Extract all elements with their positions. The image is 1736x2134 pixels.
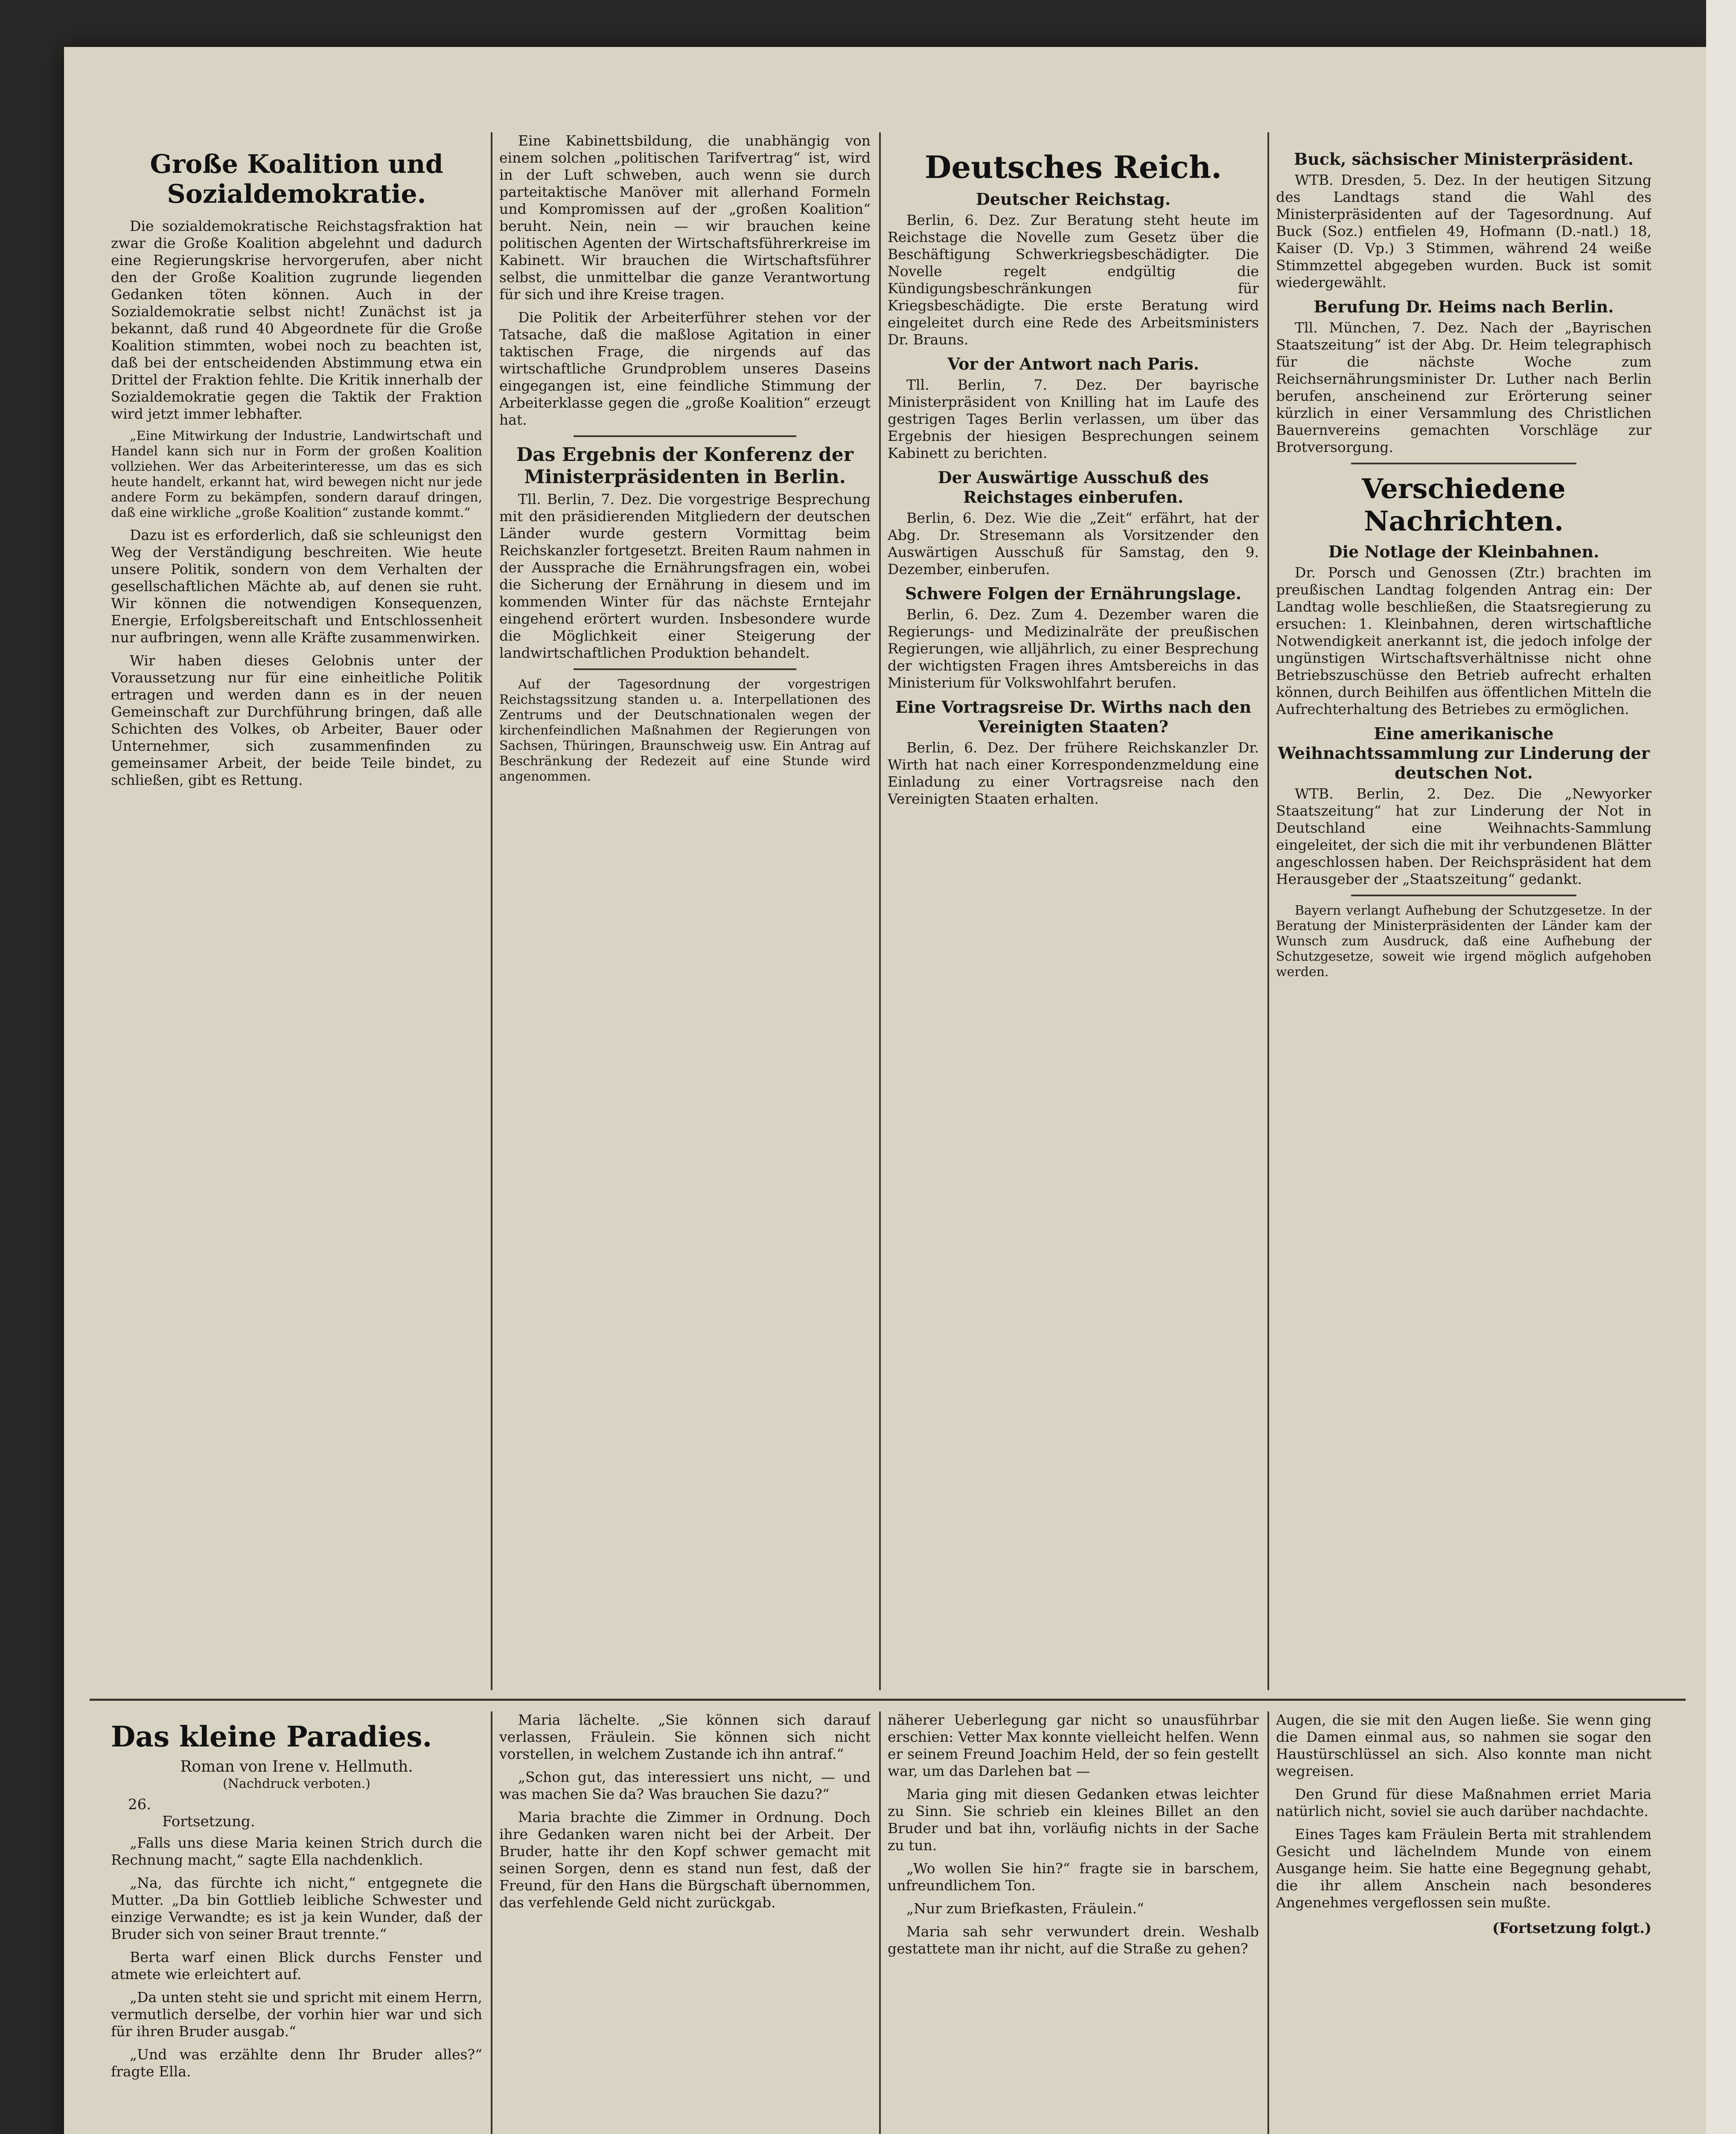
scan-edge — [1706, 0, 1736, 2134]
column-rule — [1267, 132, 1269, 1690]
article-paragraph: Berlin, 6. Dez. Wie die „Zeit“ erfährt, hat der Abg. Dr. Stresemann als Vorsitzender den Auswärtigen Ausschuß für Samstag, den 9. Dezember, einberufen. — [888, 510, 1259, 577]
article-heading: Vor der Antwort nach Paris. — [947, 354, 1199, 373]
novel-note: (Nachdruck verboten.) — [222, 1776, 371, 1791]
column-rule — [491, 1711, 492, 2134]
novel-paragraph: „Schon gut, das interessiert uns nicht, — und was machen Sie da? Was brauchen Sie dazu?“ — [499, 1769, 871, 1802]
novel-paragraph: „Na, das fürchte ich nicht,“ entgegnete die Mutter. „Da bin Gottlieb leibliche Schwester und einzige Verwandte; es ist ja kein Wunder, daß der Bruder sich von seiner Braut trennte.“ — [111, 1875, 482, 1942]
to-be-continued: (Fortsetzung folgt.) — [1492, 1920, 1652, 1937]
novel-paragraph: Augen, die sie mit den Augen ließe. Sie wenn ging die Damen einmal aus, so nahmen sie sogar den Haustürschlüssel an sich. Also konnte man nicht wegreisen. — [1276, 1711, 1652, 1779]
novel-paragraph: „Wo wollen Sie hin?“ fragte sie in barschem, unfreundlichem Ton. — [888, 1860, 1259, 1894]
article-paragraph: WTB. Dresden, 5. Dez. In der heutigen Sitzung des Landtags stand die Wahl des Ministerpräsidenten auf der Tagesordnung. Auf Buck (Soz.) entfielen 49, Hofmann (D.-natl.) 18, Kaiser (D. Vp.) 3 Stimmen, während 24 weiße Stimmzettel abgegeben wurden. Buck ist somit wiedergewählt. — [1276, 172, 1652, 291]
novel-paragraph: „Nur zum Briefkasten, Fräulein.“ — [906, 1900, 1144, 1917]
column-rule — [879, 1711, 881, 2134]
installment-number: 26. — [128, 1796, 151, 1813]
novel-paragraph: „Und was erzählte denn Ihr Bruder alles?“ fragte Ella. — [111, 2046, 482, 2080]
article-heading: Eine Vortragsreise Dr. Wirths nach den Vereinigten Staaten? — [895, 697, 1252, 736]
article-heading: Eine amerikanische Weihnachtssammlung zur Linderung der deutschen Not. — [1278, 724, 1650, 782]
novel-paragraph: Maria brachte die Zimmer in Ordnung. Doch ihre Gedanken waren nicht bei der Arbeit. Der Bruder, hatte ihr den Kopf schwer gemacht mit seinen Sorgen, denn es stand nun fest, daß der Freund, für den Hans die Bürgschaft übernommen, das verfehlende Geld nicht zurückgab. — [499, 1809, 871, 1911]
article-heading: Buck, sächsischer Ministerpräsident. — [1294, 149, 1634, 169]
novel-paragraph: Maria ging mit diesen Gedanken etwas leichter zu Sinn. Sie schrieb ein kleines Billet an den Bruder und bat ihn, vorläufig nichts in der Sache zu tun. — [888, 1786, 1259, 1854]
article-paragraph: Eine Kabinettsbildung, die unabhängig von einem solchen „politischen Tarifvertrag“ ist, wird in der Luft schweben, auch wenn sie durch parteitaktische Manöver mit allerhand Formeln und Kompromissen auf der „großen Koalition“ beruht. Nein, nein — wir brauchen keine politischen Agenten der Wirtschaftsführerkreise im Kabinett. Wir brauchen die Wirtschaftsführer selbst, die unmittelbar die ganze Verantwortung für sich und ihre Kreise tragen. — [499, 132, 871, 303]
novel-paragraph: Maria sah sehr verwundert drein. Weshalb gestattete man ihr nicht, auf die Straße zu gehen? — [888, 1923, 1259, 1957]
feuilleton-rule — [90, 1699, 1686, 1701]
article-paragraph: Tll. München, 7. Dez. Nach der „Bayrischen Staatszeitung“ ist der Abg. Dr. Heim telegraphisch für die nächste Woche zum Reichsernährungsminister Dr. Luther nach Berlin berufen, anscheinend zur Erörterung seiner kürzlich in einer Versammlung des Christlichen Bauernvereins gemachten Vorschläge zur Brotversorgung. — [1276, 319, 1652, 455]
article-heading: Berufung Dr. Heims nach Berlin. — [1314, 297, 1614, 316]
column-right — [1276, 132, 1652, 1690]
novel-paragraph: Berta warf einen Blick durchs Fenster und atmete wie erleichtert auf. — [111, 1949, 482, 1982]
novel-paragraph: „Da unten steht sie und spricht mit einem Herrn, vermutlich derselbe, der vorhin hier war und sich für ihren Bruder ausgab.“ — [111, 1989, 482, 2040]
article-paragraph: Tll. Berlin, 7. Dez. Der bayrische Ministerpräsident von Knilling hat im Laufe des gestrigen Tages Berlin verlassen, um über das Ergebnis der hiesigen Besprechungen seinem Kabinett zu berichten. — [888, 376, 1259, 461]
novel-paragraph: Den Grund für diese Maßnahmen erriet Maria natürlich nicht, soviel sie auch darüber nachdachte. — [1276, 1786, 1652, 1819]
novel-paragraph: näherer Ueberlegung gar nicht so unausführbar erschien: Vetter Max konnte vielleicht helfen. Wenn er seinem Freund Joachim Held, der so fein gestellt war, um das Darlehen bat — — [888, 1711, 1259, 1779]
installment-label: Fortsetzung. — [162, 1813, 255, 1830]
article-heading: Schwere Folgen der Ernährungslage. — [905, 584, 1241, 603]
novel-column-1 — [111, 1711, 482, 2134]
novel-column-2 — [499, 1711, 871, 2134]
novel-column-3 — [888, 1711, 1259, 2134]
article-paragraph: Tll. Berlin, 7. Dez. Die vorgestrige Besprechung mit den präsidierenden Mitgliedern der deutschen Länder wurde gestern Vormittag beim Reichskanzler fortgesetzt. Breiten Raum nahmen in der Aussprache die Ernährungsfragen ein, wobei die Sicherung der Ernährung in diesem und im kommenden Winter für das nächste Erntejahr eingehend erörtert wurden. Insbesondere wurde die Möglichkeit einer Steigerung der landwirtschaftlichen Produktion behandelt. — [499, 491, 871, 661]
column-middle-right — [888, 132, 1259, 1690]
column-rule — [491, 132, 492, 1690]
article-paragraph: Die Politik der Arbeiterführer stehen vor der Tatsache, daß die maßlose Agitation in einer taktischen Frage, die nirgends auf das wirtschaftliche Grundproblem unseres Daseins eingegangen ist, eine feindliche Stimmung der Arbeiterklasse gegen die „große Koalition“ erzeugt hat. — [499, 309, 871, 428]
section-title: Deutsches Reich. — [924, 149, 1222, 185]
newspaper-page — [64, 47, 1711, 2134]
section-title: Verschiedene Nachrichten. — [1362, 473, 1566, 537]
article-paragraph: Berlin, 6. Dez. Der frühere Reichskanzler Dr. Wirth hat nach einer Korrespondenzmeldung eine Einladung zu einer Vortragsreise nach den Vereinigten Staaten erhalten. — [888, 739, 1259, 807]
section-divider — [574, 435, 796, 437]
article-title: Große Koalition und Sozialdemokratie. — [150, 149, 443, 209]
article-paragraph: Bayern verlangt Aufhebung der Schutzgesetze. In der Beratung der Ministerpräsidenten der Länder kam der Wunsch zum Ausdruck, daß eine Aufhebung der Schutzgesetze, soweit wie irgend möglich aufgehoben werden. — [1276, 903, 1652, 980]
novel-byline: Roman von Irene v. Hellmuth. — [180, 1758, 413, 1775]
section-divider — [1351, 895, 1576, 896]
novel-column-4 — [1276, 1711, 1652, 2134]
article-paragraph: Dazu ist es erforderlich, daß sie schleunigst den Weg der Verständigung beschreiten. Wie heute unsere Politik, sondern von dem Verhalten der gesellschaftlichen Mächte ab, auf denen sie ruht. Wir können die notwendigen Konsequenzen, Energie, Erfolgsbereitschaft und Entschlossenheit nur aufbringen, wenn alle Kräfte zusammenwirken. — [111, 527, 482, 646]
article-heading: Der Auswärtige Ausschuß des Reichstages einberufen. — [938, 468, 1209, 507]
column-rule — [1267, 1711, 1269, 2134]
article-paragraph: Berlin, 6. Dez. Zum 4. Dezember waren die Regierungs- und Medizinalräte der preußischen Regierungen, wie alljährlich, zu einer Besprechung der wichtigsten Fragen ihres Amtsbereichs in das Ministerium für Volkswohlfahrt berufen. — [888, 606, 1259, 691]
novel-title: Das kleine Paradies. — [111, 1720, 432, 1753]
article-paragraph: Wir haben dieses Gelobnis unter der Voraussetzung nur für eine einheitliche Politik ertragen und werden dann es in der neuen Gemeinschaft zur Durchführung bringen, daß alle Schichten des Volkes, ob Arbeiter, Bauer oder Unternehmer, sich zusammenfinden zu gemeinsamer Arbeit, der beide Teile bindet, zu schließen, gibt es Rettung. — [111, 652, 482, 788]
column-middle-left — [499, 132, 871, 1690]
article-paragraph: Dr. Porsch und Genossen (Ztr.) brachten im preußischen Landtag folgenden Antrag ein: Der Landtag wolle beschließen, die Staatsregierung zu ersuchen: 1. Kleinbahnen, deren wirtschaftliche Notwendigkeit anerkannt ist, die jedoch infolge der ungünstigen Wirtschaftsverhältnisse nicht ohne Betriebszuschüsse den Betrieb aufrecht erhalten können, durch Beihilfen aus öffentlichen Mitteln die Aufrechterhaltung des Betriebes zu ermöglichen. — [1276, 564, 1652, 717]
article-paragraph: Die sozialdemokratische Reichstagsfraktion hat zwar die Große Koalition abgelehnt und dadurch eine Regierungskrise hervorgerufen, aber nicht den der Große Koalition zugrunde liegenden Gedanken töten können. Auch in der Sozialdemokratie selbst nicht! Zunächst ist ja bekannt, daß rund 40 Abgeordnete für die Große Koalition stimmten, wobei noch zu beachten ist, daß bei der entscheidenden Abstimmung etwa ein Drittel der Fraktion fehlte. Die Kritik innerhalb der Sozialdemokratie gegen die Taktik der Fraktion wird jetzt immer lebhafter. — [111, 218, 482, 422]
article-heading: Deutscher Reichstag. — [976, 189, 1171, 209]
article-heading: Das Ergebnis der Konferenz der Ministerpräsidenten in Berlin. — [516, 444, 853, 488]
novel-paragraph: „Falls uns diese Maria keinen Strich durch die Rechnung macht,“ sagte Ella nachdenklich. — [111, 1834, 482, 1868]
novel-paragraph: Eines Tages kam Fräulein Berta mit strahlendem Gesicht und lächelndem Munde von einem Ausgange heim. Sie hatte eine Begegnung gehabt, die ihr allem Anschein nach besonderes Angenehmes vergeflossen sein mußte. — [1276, 1826, 1652, 1911]
article-paragraph: WTB. Berlin, 2. Dez. Die „Newyorker Staatszeitung“ hat zur Linderung der Not in Deutschland eine Weihnachts-Sammlung eingeleitet, der sich die mit ihr verbundenen Blätter angeschlossen haben. Der Reichspräsident hat dem Herausgeber der „Staatszeitung“ gedankt. — [1276, 785, 1652, 887]
section-divider — [574, 668, 796, 670]
article-quote: „Eine Mitwirkung der Industrie, Landwirtschaft und Handel kann sich nur in Form der großen Koalition vollziehen. Wer das Arbeiterinteresse, um das es sich heute handelt, erkannt hat, wird bewegen nicht nur jede andere Form zu bekämpfen, sondern darauf dringen, daß eine wirkliche „große Koalition“ zustande kommt.“ — [111, 429, 482, 520]
article-paragraph: Auf der Tagesordnung der vorgestrigen Reichstagssitzung standen u. a. Interpellationen des Zentrums und der Deutschnationalen wegen der kirchenfeindlichen Maßnahmen der Regierungen von Sachsen, Thüringen, Braunschweig usw. Ein Antrag auf Beschränkung der Redezeit auf eine Stunde wird angenommen. — [499, 677, 871, 784]
section-divider — [1351, 463, 1576, 464]
novel-paragraph: Maria lächelte. „Sie können sich darauf verlassen, Fräulein. Sie können sich nicht vorstellen, in welchem Zustande ich ihn antraf.“ — [499, 1711, 871, 1762]
column-left — [111, 132, 482, 1690]
article-heading: Die Notlage der Kleinbahnen. — [1328, 542, 1599, 561]
column-rule — [879, 132, 881, 1690]
article-paragraph: Berlin, 6. Dez. Zur Beratung steht heute im Reichstage die Novelle zum Gesetz über die Beschäftigung Schwerkriegsbeschädigter. Die Novelle regelt endgültig die Kündigungsbeschränkungen für Kriegsbeschädigte. Die erste Beratung wird eingeleitet durch eine Rede des Arbeitsministers Dr. Brauns. — [888, 212, 1259, 348]
